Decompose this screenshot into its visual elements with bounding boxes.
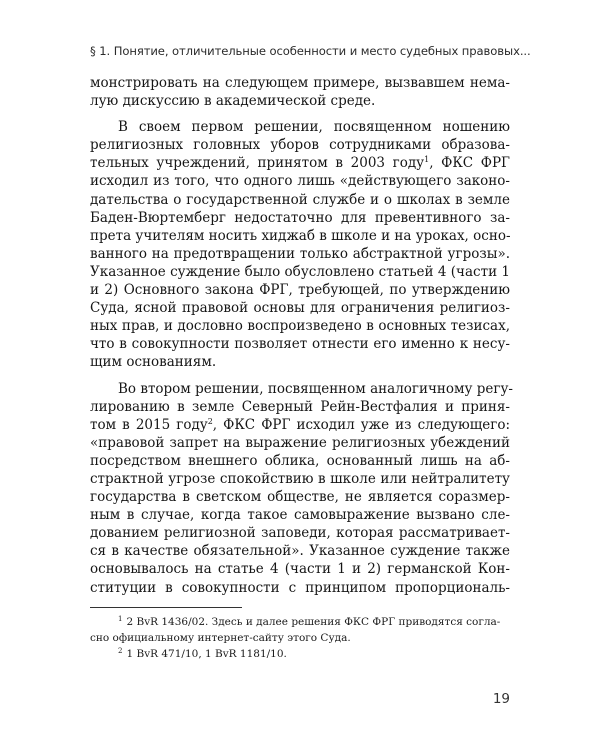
page-number: 19: [492, 691, 510, 707]
text-line: религиозных головных уборов сотрудниками образова-: [90, 137, 510, 154]
text-line: лированию в земле Северный Рейн-Вестфалия и приня-: [90, 398, 510, 415]
text-line: ституции в совокупности с принципом пропорциональ-: [90, 579, 510, 596]
main-text: [90, 74, 513, 597]
text-line: и 2) Основного закона ФРГ, требующей, по утверждению: [90, 282, 510, 299]
footnote-mark: 1: [118, 615, 123, 623]
text-line: государства в светском обществе, не является соразмер-: [90, 489, 510, 506]
footnote-text: 1 BvR 471/10, 1 BvR 1181/10.: [126, 648, 287, 660]
text-fragment: тельных учреждений, принятом в 2003 году: [90, 155, 425, 172]
text-line: Во втором решении, посвященном аналогичному регу-: [118, 380, 513, 397]
text-line: [90, 416, 510, 434]
text-line: Указанное суждение было обусловлено статьей 4 (части 1: [90, 263, 510, 280]
text-line: Баден-Вюртемберг недостаточно для превентивного за-: [90, 209, 510, 226]
paragraph: [90, 74, 510, 110]
footnote-mark: 2: [118, 647, 123, 655]
footnote-1: [90, 614, 510, 630]
text-line: В своем первом решении, посвященном ношению: [118, 119, 510, 136]
text-line: дательства о государственной службе и о школах в земле: [90, 191, 510, 208]
text-line: основывалось на статье 4 (части 1 и 2) германской Кон-: [90, 561, 510, 578]
text-line: посредством внешнего облика, основанный лишь на аб-: [90, 452, 510, 469]
text-line: страктной угрозе спокойствию в школе или нейтралитету: [90, 470, 510, 487]
text-line: [90, 154, 510, 172]
footnote-ref[interactable]: 1: [424, 155, 430, 165]
text-line: «правовой запрет на выражение религиозных убеждений: [90, 434, 510, 451]
running-header: § 1. Понятие, отличительные особенности и место судебных правовых...: [90, 44, 531, 58]
text-line: ся в качестве обязательной». Указанное суждение также: [90, 543, 510, 560]
footnote-text: 2 BvR 1436/02. Здесь и далее решения ФКС ФРГ приводятся согла-: [126, 616, 501, 628]
text-line: Суда, ясной правовой основы для ограничения религиоз-: [90, 300, 510, 317]
text-line: ных прав, и дословно воспроизведено в основных тезисах,: [90, 318, 510, 335]
text-line: лую дискуссию в академической среде.: [90, 93, 376, 110]
footnote-1-continued: сно официальному интернет-сайту этого Суда.: [90, 632, 351, 644]
text-fragment: том в 2015 году: [90, 416, 208, 433]
paragraph: [90, 380, 513, 597]
paragraph: [90, 118, 510, 371]
text-fragment: , ФКС ФРГ: [429, 155, 510, 172]
text-line: ным в случае, когда такое самовыражение вызвано сле-: [90, 507, 510, 524]
text-line: монстрировать на следующем примере, вызвавшем нема-: [90, 75, 510, 91]
footnote-divider: [90, 607, 242, 608]
text-line: что в совокупности позволяет отнести его именно к несу-: [90, 336, 510, 353]
text-line: исходил из того, что одного лишь «действующего законо-: [90, 173, 510, 190]
footnotes: [90, 614, 510, 662]
footnote-2: [90, 646, 510, 662]
text-line: прета учителям носить хиджаб в школе и на уроках, осно-: [90, 227, 511, 244]
text-line: ванного на предотвращении только абстрактной угрозы».: [90, 245, 510, 262]
text-line: дованием религиозной заповеди, которая рассматривает-: [90, 525, 510, 542]
footnote-ref[interactable]: 2: [207, 416, 213, 426]
text-line: щим основаниям.: [90, 354, 217, 371]
text-fragment: , ФКС ФРГ исходил уже из следующего:: [212, 416, 510, 433]
